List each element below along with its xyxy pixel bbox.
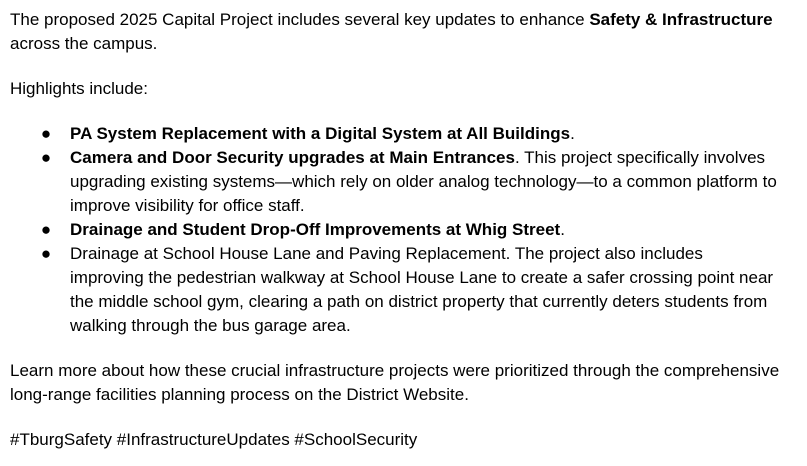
highlights-list (10, 122, 797, 338)
list-item (10, 242, 797, 338)
list-item-text: . This project specifically involves upgrading existing systems—which rely on older analog technology—to a common platform to improve visibility for office staff. (70, 148, 777, 215)
list-item (10, 122, 797, 146)
intro-emphasis: Safety & Infrastructure (589, 10, 773, 29)
list-item (10, 218, 797, 242)
list-item-title: Camera and Door Security upgrades at Main Entrances (70, 148, 515, 167)
intro-text: The proposed 2025 Capital Project includes several key updates to enhance (10, 10, 590, 29)
intro-text-end: across the campus. (10, 34, 158, 53)
bullet-icon: ● (40, 220, 52, 239)
list-item-text: . (560, 220, 565, 239)
list-item (10, 146, 797, 218)
highlights-heading: Highlights include: (10, 79, 148, 98)
bullet-icon: ● (40, 148, 52, 167)
bullet-icon: ● (40, 244, 52, 263)
list-item-title: Drainage and Student Drop-Off Improvements at Whig Street (70, 220, 561, 239)
list-item-text: . (570, 124, 575, 143)
intro-paragraph (10, 8, 797, 56)
list-item-text: Drainage at School House Lane and Paving Replacement. The project also includes improving the pedestrian walkway at School House Lane to create a safer crossing point near the middle school gym, clearing a path on district property that currently deters students from walking through the bus garage area. (70, 244, 774, 335)
hashtags: #TburgSafety #InfrastructureUpdates #SchoolSecurity (10, 430, 418, 449)
learn-more-paragraph: Learn more about how these crucial infrastructure projects were prioritized through the comprehensive long-range facilities planning process on the District Website. (10, 361, 780, 404)
list-item-title: PA System Replacement with a Digital System at All Buildings (70, 124, 571, 143)
bullet-icon: ● (40, 124, 52, 143)
